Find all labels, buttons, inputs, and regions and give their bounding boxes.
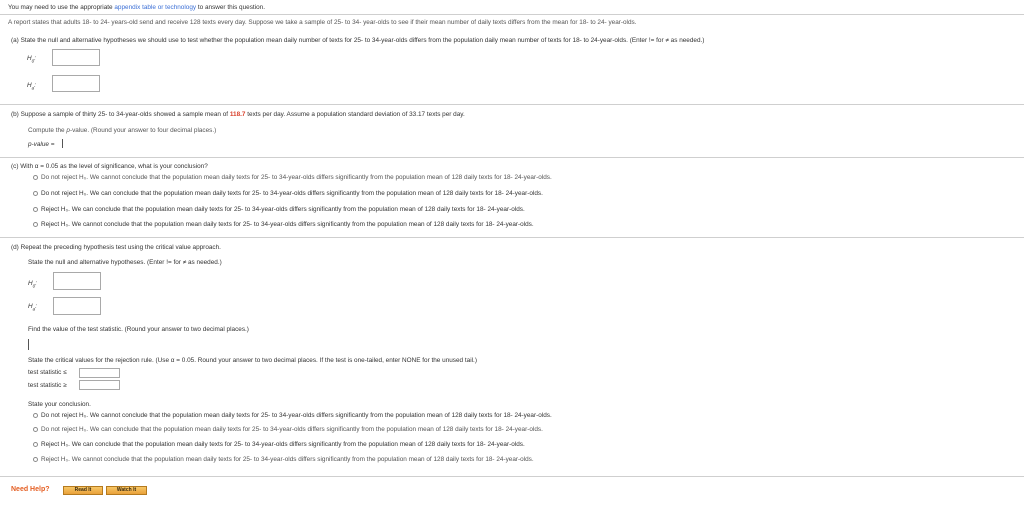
part-b-prefix: (b) Suppose a sample of thirty 25- to 34-year-olds showed a sample mean of — [11, 111, 230, 118]
part-d-radio-4[interactable] — [33, 457, 38, 462]
pvalue-input[interactable] — [62, 139, 63, 148]
part-d-critical: State the critical values for the rejection rule. (Use α = 0.05. Round your answer to two decimal places. If the test is one-tailed, enter NONE for the unused tail.) — [28, 357, 477, 364]
part-c-divider — [0, 237, 1024, 238]
part-d-divider — [0, 476, 1024, 477]
part-d-option-1[interactable]: Do not reject H₀. We cannot conclude that the population mean daily texts for 25- to 34-year-olds differs significantly from the population mean of 128 daily texts for 18- 24-year-olds. — [41, 412, 552, 419]
part-a-h0-input[interactable] — [52, 49, 100, 66]
part-a-text: (a) State the null and alternative hypotheses we should use to test whether the population mean daily number of texts for 25- to 34-year-olds differs from the population daily mean number of texts for 18- to 24-year-olds. (Enter != for ≠ as needed.) — [11, 37, 705, 44]
part-d-ha-input[interactable] — [53, 297, 101, 315]
d-ha-symbol: H — [28, 303, 33, 310]
part-c-option-4[interactable]: Reject H₀. We cannot conclude that the population mean daily texts for 25- to 34-year-olds differs significantly from the population mean of 128 daily texts for 18- 24-year-olds. — [41, 221, 534, 228]
part-d-ha-label: $H_a$: — [28, 303, 37, 312]
problem-statement: A report states that adults 18- to 24- years-old send and receive 128 texts every day. Suppose we take a sample of 25- to 34- year-olds to see if their mean number of daily texts differs from the mean for 18- to 24- year-olds. — [8, 19, 637, 26]
part-b-text — [11, 111, 465, 118]
part-c-question: (c) With α = 0.05 as the level of significance, what is your conclusion? — [11, 163, 208, 170]
pvalue-label: p-value = — [28, 141, 55, 148]
ts-ge-label: test statistic ≥ — [28, 382, 67, 389]
part-a-h0-label: $H_0$: — [27, 55, 36, 64]
need-help-label: Need Help? — [11, 486, 50, 493]
intro-prefix: You may need to use the appropriate — [8, 4, 115, 11]
ts-le-label: test statistic ≤ — [28, 369, 67, 376]
part-d-h0-input[interactable] — [53, 272, 101, 290]
part-b-instruction — [28, 127, 216, 134]
part-a-ha-input[interactable] — [52, 75, 100, 92]
part-d-find: Find the value of the test statistic. (Round your answer to two decimal places.) — [28, 326, 249, 333]
part-d-option-3[interactable]: Reject H₀. We can conclude that the population mean daily texts for 25- to 34-year-olds differs significantly from the population mean of 128 daily texts for 18- 24-year-olds. — [41, 441, 525, 448]
part-c-radio-4[interactable] — [33, 222, 38, 227]
watch-it-button[interactable]: Watch It — [106, 486, 147, 495]
part-d-text: (d) Repeat the preceding hypothesis test using the critical value approach. — [11, 244, 221, 251]
conclusion-label: State your conclusion. — [28, 401, 91, 408]
part-c-option-1[interactable]: Do not reject H₀. We cannot conclude that the population mean daily texts for 25- to 34-year-olds differs significantly from the population mean of 128 daily texts for 18- 24-year-olds. — [41, 174, 552, 181]
part-d-radio-1[interactable] — [33, 413, 38, 418]
intro-divider — [0, 14, 1024, 15]
ha-subscript: a — [31, 85, 35, 91]
intro-suffix: to answer this question. — [196, 4, 265, 11]
part-a-ha-label: $H_a$: — [27, 82, 36, 91]
part-a-divider — [0, 104, 1024, 105]
part-c-option-3[interactable]: Reject H₀. We can conclude that the population mean daily texts for 25- to 34-year-olds differs significantly from the population mean of 128 daily texts for 18- 24-year-olds. — [41, 206, 525, 213]
sample-mean-value: 118.7 — [229, 111, 246, 118]
d-h0-subscript: 0 — [32, 283, 36, 289]
d-h0-symbol: H — [28, 280, 33, 287]
part-d-state: State the null and alternative hypotheses. (Enter != for ≠ as needed.) — [28, 259, 222, 266]
intro-line — [8, 4, 265, 11]
part-b-suffix: texts per day. Assume a population standard deviation of 33.17 texts per day. — [245, 111, 465, 118]
part-c-radio-1[interactable] — [33, 175, 38, 180]
appendix-link[interactable]: appendix table or technology — [114, 4, 197, 11]
read-it-button[interactable]: Read It — [63, 486, 103, 495]
instruction-p: p — [66, 127, 70, 134]
ha-symbol: H — [27, 82, 32, 89]
part-d-option-4[interactable]: Reject H₀. We cannot conclude that the population mean daily texts for 25- to 34-year-olds differs significantly from the population mean of 128 daily texts for 18- 24-year-olds. — [41, 456, 534, 463]
d-ha-subscript: a — [32, 306, 36, 312]
part-c-radio-3[interactable] — [33, 207, 38, 212]
instruction-suffix: -value. (Round your answer to four decimal places.) — [69, 127, 217, 134]
part-c-radio-2[interactable] — [33, 191, 38, 196]
ts-le-input[interactable] — [79, 368, 120, 378]
test-statistic-input[interactable] — [28, 339, 29, 350]
h0-symbol: H — [27, 55, 32, 62]
part-d-option-2[interactable]: Do not reject H₀. We can conclude that the population mean daily texts for 25- to 34-year-olds differs significantly from the population mean of 128 daily texts for 18- 24-year-olds. — [41, 426, 543, 433]
part-d-radio-2[interactable] — [33, 427, 38, 432]
part-d-h0-label: $H_0$: — [28, 280, 37, 289]
ts-ge-input[interactable] — [79, 380, 120, 390]
part-c-option-2[interactable]: Do not reject H₀. We can conclude that the population mean daily texts for 25- to 34-year-olds differs significantly from the population mean of 128 daily texts for 18- 24-year-olds. — [41, 190, 543, 197]
h0-subscript: 0 — [31, 58, 35, 64]
part-d-radio-3[interactable] — [33, 442, 38, 447]
instruction-prefix: Compute the — [28, 127, 67, 134]
part-b-divider — [0, 157, 1024, 158]
